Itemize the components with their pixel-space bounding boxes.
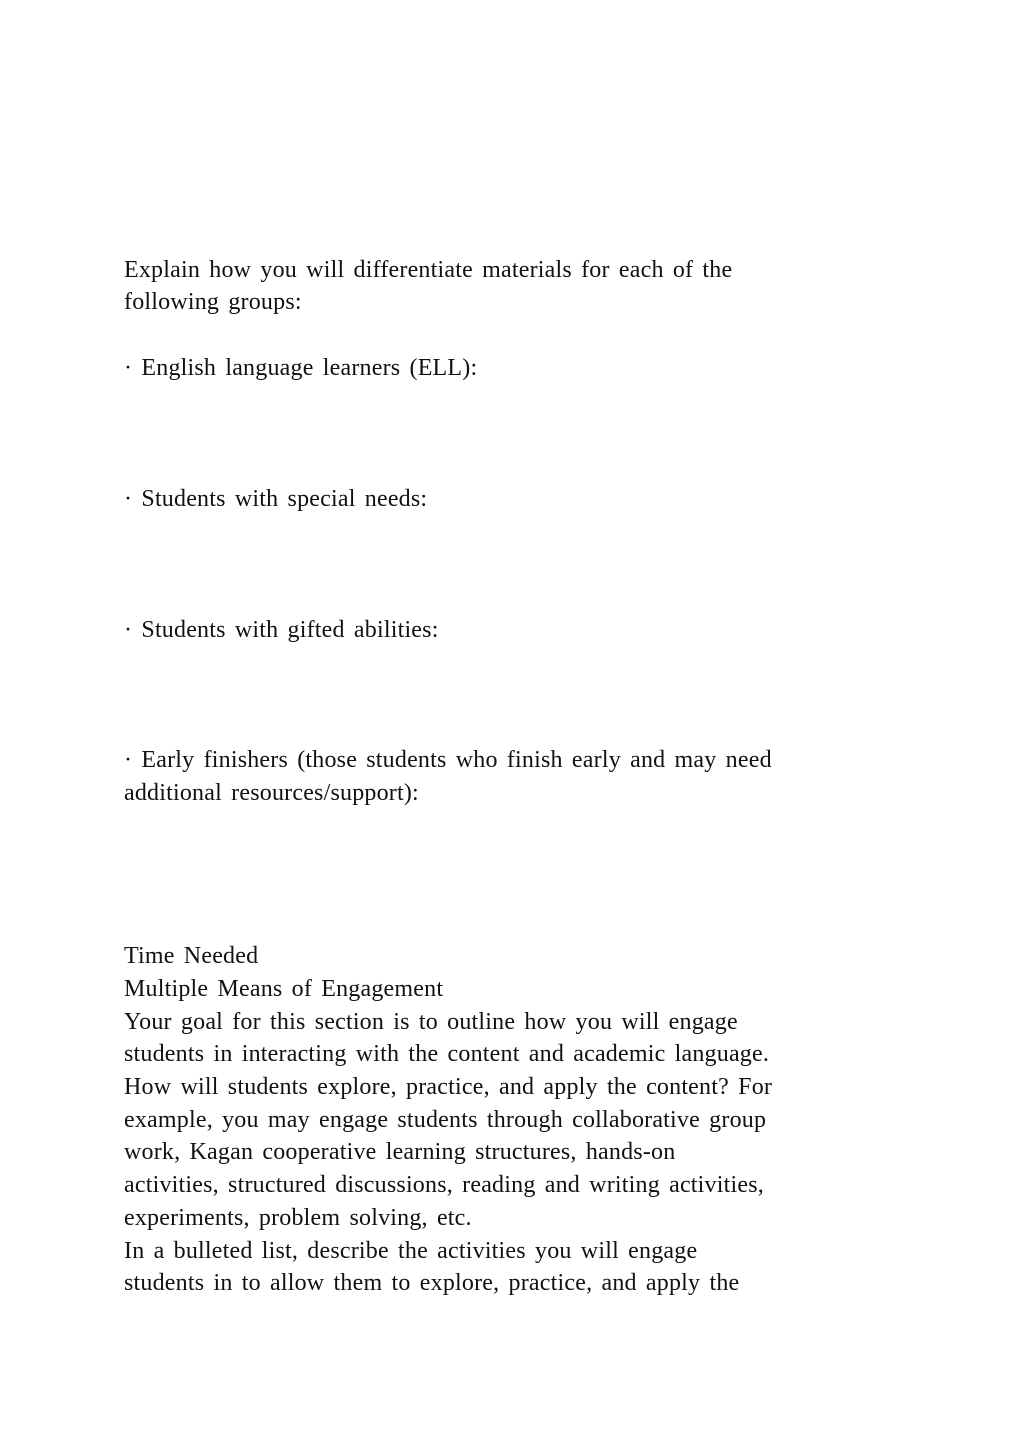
group-early-finishers-line-2: additional resources/support):: [124, 780, 419, 806]
engagement-heading: Multiple Means of Engagement: [124, 976, 444, 1002]
group-early-finishers-line-1: · Early finishers (those students who finish early and may need: [124, 747, 772, 773]
group-ell: · English language learners (ELL):: [124, 355, 478, 381]
engagement-paragraph-line-6: activities, structured discussions, reading and writing activities,: [124, 1172, 764, 1198]
group-gifted: · Students with gifted abilities:: [124, 617, 439, 643]
time-needed-heading: Time Needed: [124, 943, 259, 969]
bulleted-list-instruction-line-1: In a bulleted list, describe the activities you will engage: [124, 1238, 698, 1264]
engagement-paragraph-line-4: example, you may engage students through collaborative group: [124, 1107, 767, 1133]
engagement-paragraph-line-3: How will students explore, practice, and apply the content? For: [124, 1074, 773, 1100]
engagement-paragraph-line-7: experiments, problem solving, etc.: [124, 1205, 472, 1231]
intro-line-1: Explain how you will differentiate materials for each of the: [124, 257, 733, 283]
engagement-paragraph-line-5: work, Kagan cooperative learning structures, hands-on: [124, 1139, 676, 1165]
intro-line-2: following groups:: [124, 289, 302, 315]
bulleted-list-instruction-line-2: students in to allow them to explore, practice, and apply the: [124, 1270, 740, 1296]
group-special-needs: · Students with special needs:: [124, 486, 428, 512]
engagement-paragraph-line-1: Your goal for this section is to outline how you will engage: [124, 1009, 738, 1035]
engagement-paragraph-line-2: students in interacting with the content and academic language.: [124, 1041, 770, 1067]
